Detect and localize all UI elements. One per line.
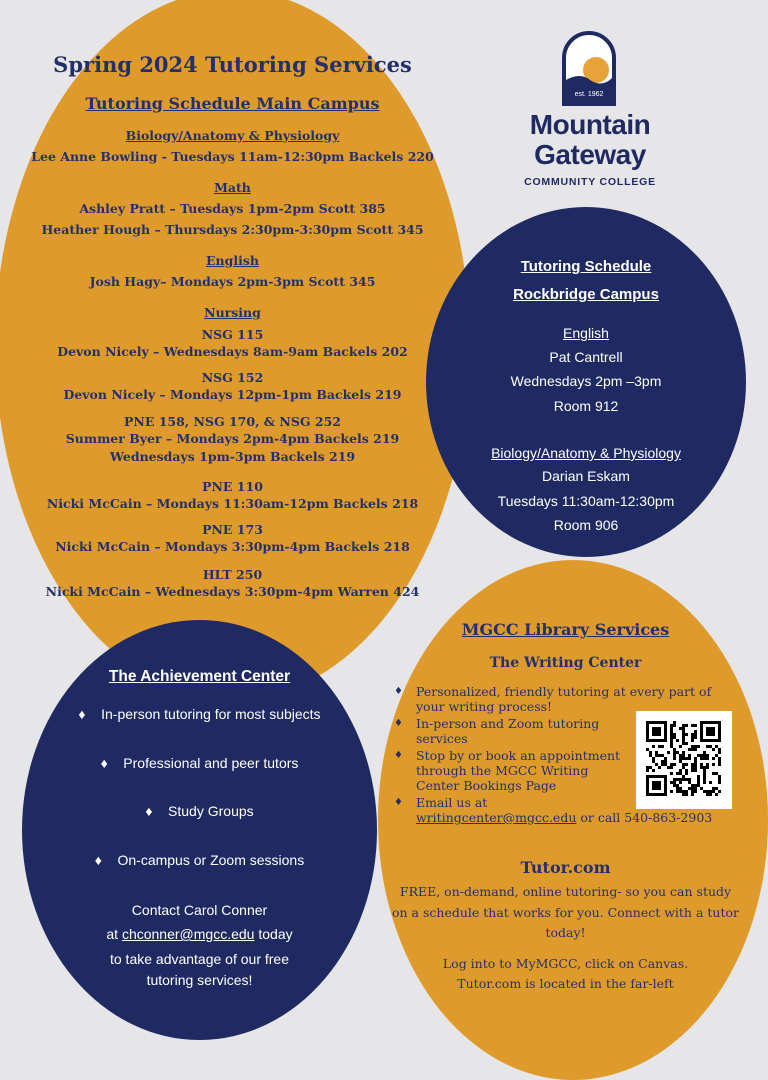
main-math-heading: Math [214, 180, 251, 195]
logo-est-text: est. 1962 [574, 91, 604, 98]
rockbridge-title-line2: Rockbridge Campus [513, 286, 659, 303]
tutor-com-login-2: Tutor.com is located in the far-left [457, 976, 674, 991]
main-math-entry-2: Heather Hough – Thursdays 2:30pm-3:30pm Scott 345 [41, 222, 424, 237]
hlt250-heading: HLT 250 [202, 567, 263, 582]
nsg115-heading: NSG 115 [201, 327, 264, 342]
diamond-bullet-icon: ♦ [394, 718, 403, 729]
achievement-item-1: ♦ In-person tutoring for most subjects [78, 706, 321, 722]
diamond-bullet-icon: ♦ [94, 852, 118, 868]
qr-code-image[interactable] [636, 711, 732, 809]
main-bio-entry: Lee Anne Bowling - Tuesdays 11am-12:30pm Backels 220 [31, 149, 434, 164]
main-english-heading: English [206, 253, 259, 268]
main-math-entry-1: Ashley Pratt – Tuesdays 1pm-2pm Scott 385 [79, 201, 386, 216]
diamond-bullet-icon: ♦ [394, 797, 403, 808]
pne173-heading: PNE 173 [202, 522, 263, 537]
rockbridge-bio-room: Room 906 [553, 517, 619, 533]
main-bio-heading: Biology/Anatomy & Physiology [125, 128, 340, 143]
pne158-entry-2: Wednesdays 1pm-3pm Backels 219 [109, 449, 356, 464]
page-title: Spring 2024 Tutoring Services [53, 52, 412, 77]
tutor-com-line-1: FREE, on-demand, online tutoring- so you can study [399, 884, 732, 899]
pne158-entry-1: Summer Byer – Mondays 2pm-4pm Backels 219 [65, 431, 400, 446]
rockbridge-bio-tutor: Darian Eskam [542, 468, 630, 484]
achievement-email-link[interactable]: chconner@mgcc.edu [121, 926, 255, 942]
diamond-bullet-icon: ♦ [394, 686, 403, 697]
writing-center-heading: The Writing Center [489, 655, 642, 671]
list-item: ♦ Email us at writingcenter@mgcc.edu or call 540-863-2903 [394, 795, 713, 825]
qr-code-icon [636, 711, 732, 809]
diamond-bullet-icon: ♦ [145, 803, 169, 819]
pne173-entry: Nicki McCain – Mondays 3:30pm-4pm Backels 218 [55, 539, 410, 554]
achievement-title: The Achievement Center [108, 668, 291, 685]
rockbridge-english-time: Wednesdays 2pm –3pm [510, 373, 662, 389]
diamond-bullet-icon: ♦ [394, 750, 403, 761]
rockbridge-title-line1: Tutoring Schedule [520, 258, 652, 275]
hlt250-entry: Nicki McCain – Wednesdays 3:30pm-4pm Warren 424 [45, 584, 420, 599]
pne110-heading: PNE 110 [202, 479, 263, 494]
list-item: ♦ Personalized, friendly tutoring at every part of your writing process! [394, 684, 712, 714]
list-item: ♦ Stop by or book an appointment through the MGCC Writing Center Bookings Page [394, 748, 621, 793]
list-item: ♦ In-person and Zoom tutoring services [394, 716, 600, 746]
rockbridge-english-heading: English [563, 325, 609, 341]
logo-name-mountain: Mountain [529, 109, 651, 140]
rockbridge-english-room: Room 912 [553, 398, 619, 414]
achievement-item-3: ♦ Study Groups [145, 803, 254, 819]
tutor-com-login-1: Log into to MyMGCC, click on Canvas. [442, 956, 689, 971]
rockbridge-bio-time: Tuesdays 11:30am-12:30pm [497, 493, 675, 509]
main-campus-heading: Tutoring Schedule Main Campus [85, 94, 380, 113]
pne158-heading: PNE 158, NSG 170, & NSG 252 [124, 414, 341, 429]
achievement-item-2: ♦ Professional and peer tutors [100, 755, 299, 771]
tutor-com-line-3: today! [545, 925, 586, 940]
achievement-contact-3: to take advantage of our free [109, 951, 289, 967]
nsg115-entry: Devon Nicely – Wednesdays 8am-9am Backels 202 [57, 344, 408, 359]
tutor-com-line-2: on a schedule that works for you. Connect with a tutor [392, 905, 739, 920]
rockbridge-bio-heading: Biology/Anatomy & Physiology [491, 445, 681, 461]
rockbridge-english-tutor: Pat Cantrell [549, 349, 623, 365]
achievement-contact-4: tutoring services! [146, 972, 253, 988]
main-nursing-heading: Nursing [204, 305, 261, 320]
main-english-entry: Josh Hagy– Mondays 2pm-3pm Scott 345 [89, 274, 376, 289]
library-title: MGCC Library Services [461, 620, 670, 639]
achievement-contact-1: Contact Carol Conner [131, 902, 268, 918]
diamond-bullet-icon: ♦ [100, 755, 124, 771]
pne110-entry: Nicki McCain – Mondays 11:30am-12pm Backels 218 [46, 496, 419, 511]
achievement-contact-2: at chconner@mgcc.edu today [106, 926, 293, 942]
diamond-bullet-icon: ♦ [78, 706, 102, 722]
achievement-item-4: ♦ On-campus or Zoom sessions [94, 852, 305, 868]
logo-name-gateway: Gateway [534, 139, 646, 170]
tutor-com-heading: Tutor.com [520, 858, 611, 877]
nsg152-heading: NSG 152 [201, 370, 264, 385]
writing-center-email-link[interactable]: writingcenter@mgcc.edu [416, 810, 577, 825]
logo-tagline: COMMUNITY COLLEGE [524, 176, 656, 188]
nsg152-entry: Devon Nicely – Mondays 12pm-1pm Backels 219 [63, 387, 402, 402]
